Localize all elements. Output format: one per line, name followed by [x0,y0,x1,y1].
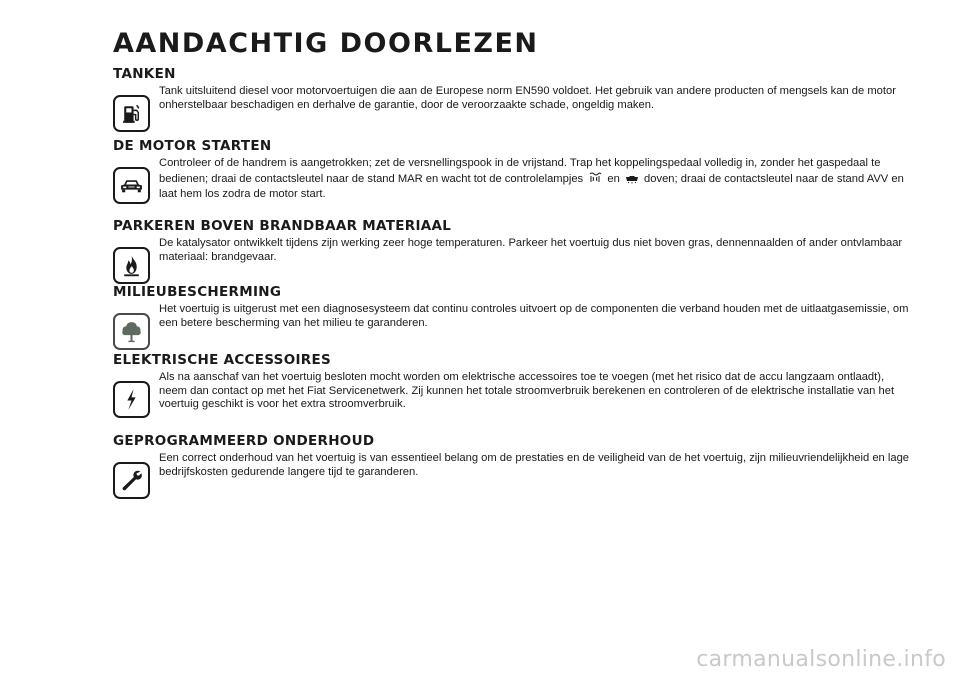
section-text [159,157,913,202]
lightning-icon [113,381,150,418]
section-geprogrammeerd-onderhoud [113,433,913,499]
fuel-pump-icon [113,95,150,132]
section-heading: PARKEREN BOVEN BRANDBAAR MATERIAAL [113,218,452,234]
tree-icon [113,313,150,350]
section-motor-starten [113,138,913,204]
text-part: Controleer of de handrem is aangetrokken; zet de versnellingspook in de vrijstand. Trap het koppelingspedaal volledig in, zonder het gaspedaal te bedienen; draai de contactsleutel naar de stand MAR en wacht tot de controlelampjes [159,157,881,185]
watermark: carmanualsonline.info [696,647,946,672]
section-heading: TANKEN [113,66,176,82]
section-text: De katalysator ontwikkelt tijdens zijn werking zeer hoge temperaturen. Parkeer het voertuig dus niet boven gras, dennennaalden of ander ontvlambaar materiaal: brandgevaar. [159,237,903,263]
car-icon [113,167,150,204]
glow-plug-warning-icon [588,171,602,189]
section-heading: GEPROGRAMMEERD ONDERHOUD [113,433,375,449]
section-heading: ELEKTRISCHE ACCESSOIRES [113,352,332,368]
section-text: Als na aanschaf van het voertuig besloten mocht worden om elektrische accessoires toe te voegen (met het risico dat de accu langzaam ontlaadt), neem dan contact op met het Fiat Servicenetwerk. Zij kunnen het totale stroomverbruik berekenen en controleren of de elektrische installatie van het voertuig geschikt is voor het extra stroomverbruik. [159,371,895,411]
wrench-icon [113,462,150,499]
section-text: Tank uitsluitend diesel voor motorvoertuigen die aan de Europese norm EN590 voldoet. Het gebruik van andere producten of mengsels kan de motor onherstelbaar beschadigen en derhalve de garantie, door de veroorzaakte schade, ongeldig maken. [159,85,896,111]
section-text: Een correct onderhoud van het voertuig is van essentieel belang om de prestaties en de veiligheid van de het voertuig, zijn milieuvriendelijkheid en lage bedrijfskosten gedurende langere tijd te garanderen. [159,452,910,478]
section-heading: DE MOTOR STARTEN [113,138,272,154]
section-tanken [113,66,913,132]
section-text: Het voertuig is uitgerust met een diagnosesysteem dat continu controles uitvoert op de componenten die verband houden met de uitlaatgasemissie, om een betere bescherming van het milieu te garanderen. [159,303,909,329]
section-parkeren [113,218,913,284]
section-elektrische-accessoires [113,352,913,418]
text-part: en [607,172,620,185]
section-milieubescherming [113,284,913,350]
section-heading: MILIEUBESCHERMING [113,284,282,300]
flame-icon [113,247,150,284]
page-title: AANDACHTIG DOORLEZEN [113,28,539,59]
water-in-fuel-icon [625,174,639,189]
text-part: doven; draai de contactsleutel naar de stand AVV en laat hem los zodra de motor start. [159,172,904,201]
